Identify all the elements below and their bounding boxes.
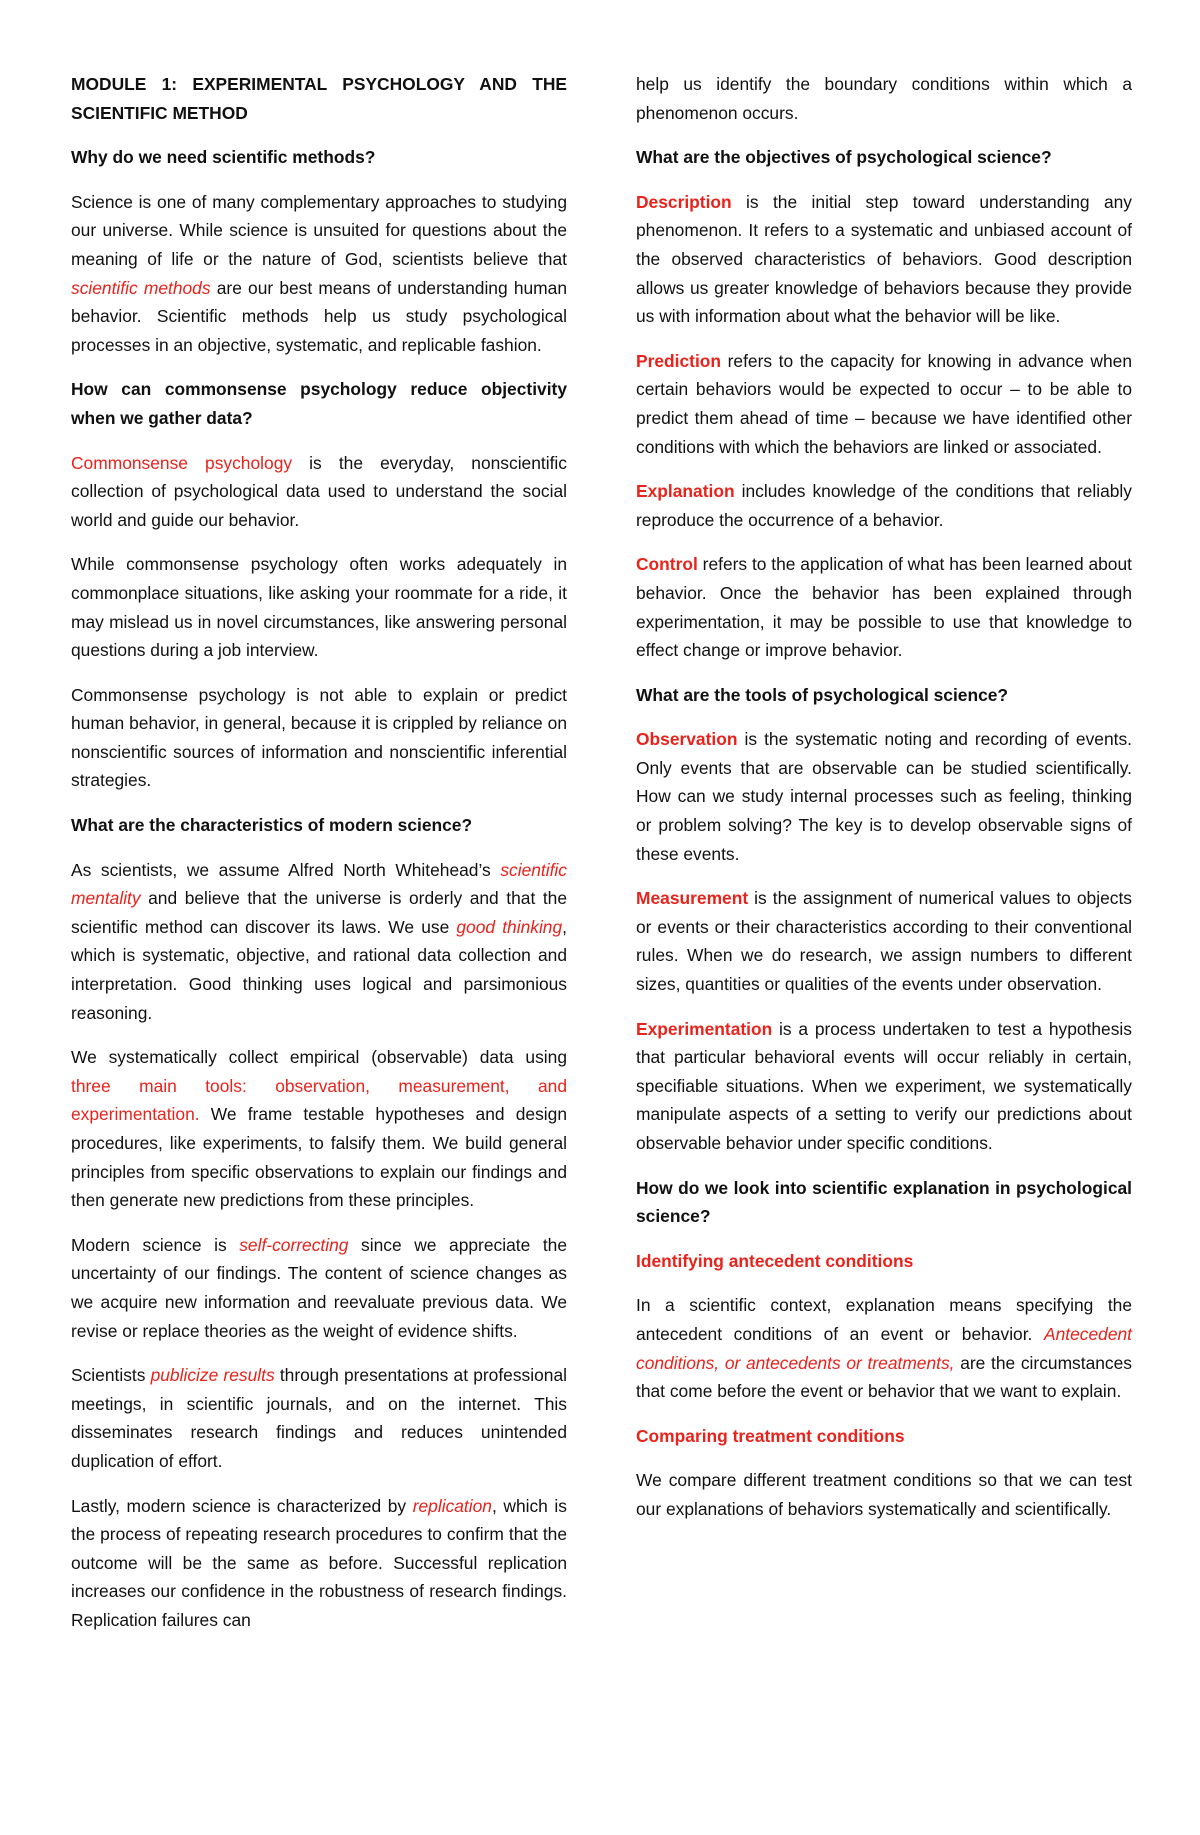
paragraph bbox=[636, 550, 1132, 664]
text: Modern science is bbox=[71, 1234, 240, 1255]
highlighted-term: good thinking bbox=[456, 916, 563, 937]
paragraph bbox=[636, 1015, 1132, 1158]
text: since we appreciate the uncertainty of our findings. The content of science changes as we acquire new information and reevaluate previous data. We revise or replace theories as the weight of evidence shifts. bbox=[71, 1234, 567, 1341]
text: is a process undertaken to test a hypothesis that particular behavioral events will occur reliably in certain, specifiable situations. When we experiment, we systematically manipulate aspects of a setting to verify our predictions about observable behavior under specific conditions. bbox=[636, 1018, 1132, 1153]
question-modern-science: What are the characteristics of modern science? bbox=[71, 815, 473, 836]
highlighted-term: Description bbox=[636, 191, 732, 212]
paragraph bbox=[636, 725, 1132, 868]
paragraph bbox=[636, 188, 1132, 331]
highlighted-term: Control bbox=[636, 554, 698, 575]
highlighted-term: scientific mentality bbox=[71, 859, 567, 909]
highlighted-term: replication bbox=[412, 1495, 492, 1516]
highlighted-term: Experimentation bbox=[636, 1018, 773, 1039]
subheading-treatment: Comparing treatment conditions bbox=[636, 1425, 905, 1446]
paragraph: Commonsense psychology is not able to explain or predict human behavior, in general, because it is crippled by reliance on nonscientific sources of information and nonscientific inferential strategies. bbox=[71, 684, 567, 791]
paragraph bbox=[71, 1492, 567, 1635]
text: refers to the capacity for knowing in advance when certain behaviors would be expected to occur – to be able to predict them ahead of time – because we have identified other conditions with which the behaviors are linked or associated. bbox=[636, 350, 1132, 457]
highlighted-term: Prediction bbox=[636, 350, 722, 371]
left-column bbox=[71, 70, 567, 1651]
highlighted-term: Measurement bbox=[636, 888, 749, 909]
text: Scientists bbox=[71, 1365, 151, 1386]
highlighted-term: self-correcting bbox=[239, 1234, 349, 1255]
text: We systematically collect empirical (observable) data using bbox=[71, 1047, 567, 1068]
paragraph bbox=[636, 347, 1132, 461]
text: As scientists, we assume Alfred North Whitehead’s bbox=[71, 859, 501, 880]
module-title: MODULE 1: EXPERIMENTAL PSYCHOLOGY AND THE SCIENTIFIC METHOD bbox=[71, 74, 567, 123]
question-objectives: What are the objectives of psychological science? bbox=[636, 147, 1052, 168]
question-tools: What are the tools of psychological science? bbox=[636, 684, 1009, 705]
text: and believe that the universe is orderly and that the scientific method can discover its laws. We use bbox=[71, 888, 567, 937]
paragraph bbox=[71, 856, 567, 1028]
text: are the circumstances that come before the event or behavior that we want to explain. bbox=[636, 1352, 1132, 1402]
text: is the assignment of numerical values to objects or events or their characteristics according to their conventional rules. When we do research, we assign numbers to different sizes, quantities or qualities of the events under observation. bbox=[636, 888, 1132, 995]
question-commonsense: How can commonsense psychology reduce objectivity when we gather data? bbox=[71, 379, 567, 428]
text: Lastly, modern science is characterized by bbox=[71, 1495, 413, 1516]
highlighted-term: Antecedent conditions, or antecedents or treatments, bbox=[636, 1323, 1132, 1373]
text: Science is one of many complementary approaches to studying our universe. While science is unsuited for questions about the meaning of life or the nature of God, scientists believe that bbox=[71, 191, 567, 269]
paragraph bbox=[71, 1361, 567, 1475]
paragraph: While commonsense psychology often works adequately in commonplace situations, like asking your roommate for a ride, it may mislead us in novel circumstances, like answering personal questions during a job interview. bbox=[71, 554, 567, 661]
paragraph bbox=[636, 1291, 1132, 1405]
highlighted-term: publicize results bbox=[150, 1365, 275, 1386]
paragraph bbox=[71, 449, 567, 535]
paragraph: help us identify the boundary conditions within which a phenomenon occurs. bbox=[636, 74, 1132, 123]
paragraph: We compare different treatment conditions so that we can test our explanations of behaviors systematically and scientifically. bbox=[636, 1470, 1132, 1519]
paragraph bbox=[71, 188, 567, 360]
highlighted-term: Commonsense psychology bbox=[71, 452, 293, 473]
paragraph bbox=[71, 1231, 567, 1345]
highlighted-term: Observation bbox=[636, 729, 738, 750]
question-scientific-methods: Why do we need scientific methods? bbox=[71, 147, 376, 168]
text: In a scientific context, explanation means specifying the antecedent conditions of an event or behavior. bbox=[636, 1295, 1132, 1344]
text: is the initial step toward understanding any phenomenon. It refers to a systematic and unbiased account of the observed characteristics of behaviors. Good description allows us greater knowledge of behaviors because they provide us with information about what the behavior will be like. bbox=[636, 191, 1132, 327]
highlighted-term: Explanation bbox=[636, 481, 735, 502]
text: are our best means of understanding human behavior. Scientific methods help us study psychological processes in an objective, systematic, and replicable fashion. bbox=[71, 277, 567, 355]
text: , which is the process of repeating research procedures to confirm that the outcome will be the same as before. Successful replication increases our confidence in the robustness of research findings. Replication failures can bbox=[71, 1495, 567, 1630]
subheading-antecedent: Identifying antecedent conditions bbox=[636, 1250, 914, 1271]
paragraph bbox=[636, 884, 1132, 998]
question-explanation: How do we look into scientific explanation in psychological science? bbox=[636, 1177, 1132, 1227]
text: , which is systematic, objective, and rational data collection and interpretation. Good thinking uses logical and parsimonious reasoning. bbox=[71, 916, 567, 1023]
right-column bbox=[636, 70, 1132, 1540]
text: We frame testable hypotheses and design procedures, like experiments, to falsify them. We build general principles from specific observations to explain our findings and then generate new predictions from these principles. bbox=[71, 1104, 567, 1211]
paragraph bbox=[71, 1043, 567, 1215]
text: includes knowledge of the conditions that reliably reproduce the occurrence of a behavior. bbox=[636, 481, 1132, 530]
text: is the everyday, nonscientific collection of psychological data used to understand the social world and guide our behavior. bbox=[71, 452, 567, 530]
highlighted-term: scientific methods bbox=[71, 277, 211, 298]
text: refers to the application of what has been learned about behavior. Once the behavior has been explained through experimentation, it may be possible to use that knowledge to effect change or improve behavior. bbox=[636, 554, 1132, 661]
text: is the systematic noting and recording of events. Only events that are observable can be studied scientifically. How can we study internal processes such as feeling, thinking or problem solving? The key is to develop observable signs of these events. bbox=[636, 729, 1132, 864]
text: through presentations at professional meetings, in scientific journals, and on the internet. This disseminates research findings and reduces unintended duplication of effort. bbox=[71, 1365, 567, 1471]
highlighted-term: three main tools: observation, measurement, and experimentation. bbox=[71, 1075, 567, 1125]
paragraph bbox=[636, 477, 1132, 534]
